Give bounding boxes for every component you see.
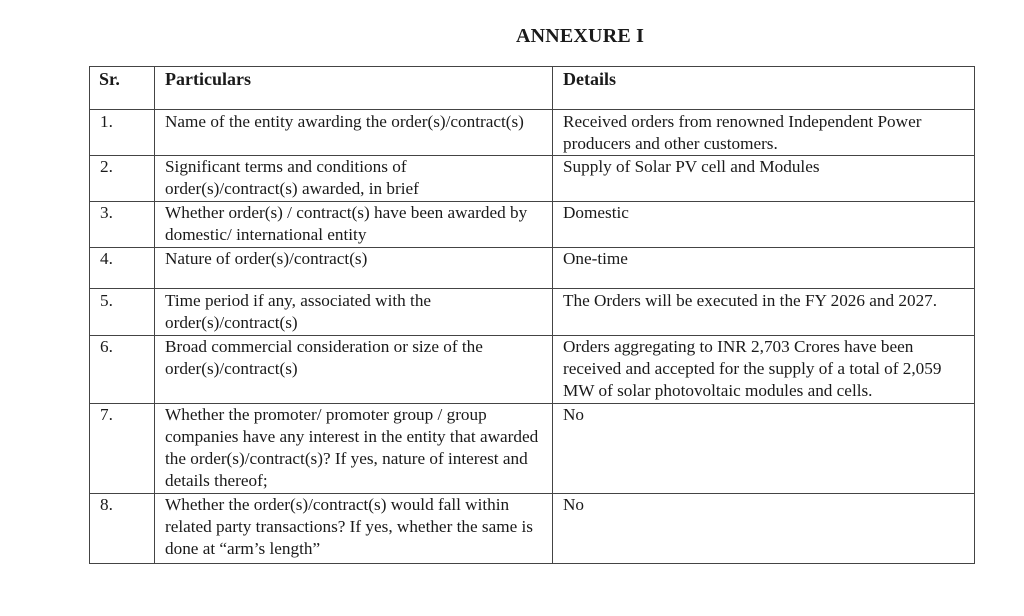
header-details: Details — [553, 67, 975, 110]
row-particulars: Whether the promoter/ promoter group / group companies have any interest in the entity that awarded the order(s)/contract(s)? If yes, nature of interest and details thereof; — [155, 404, 553, 494]
row-sr: 7. — [90, 404, 155, 494]
header-particulars: Particulars — [155, 67, 553, 110]
row-details: Received orders from renowned Independent Power producers and other customers. — [553, 110, 975, 156]
header-sr: Sr. — [90, 67, 155, 110]
table-row — [90, 336, 975, 404]
row-particulars: Name of the entity awarding the order(s)/contract(s) — [155, 110, 553, 156]
row-details: No — [553, 404, 975, 494]
row-details: Supply of Solar PV cell and Modules — [553, 156, 975, 202]
document-title: ANNEXURE I — [515, 25, 645, 47]
row-particulars: Broad commercial consideration or size of the order(s)/contract(s) — [155, 336, 553, 404]
table-row — [90, 404, 975, 494]
table-row — [90, 494, 975, 564]
table-header-row — [90, 67, 975, 110]
row-details: One-time — [553, 248, 975, 289]
row-particulars: Nature of order(s)/contract(s) — [155, 248, 553, 289]
row-particulars: Whether the order(s)/contract(s) would fall within related party transactions? If yes, whether the same is done at “arm’s length” — [155, 494, 553, 564]
row-details: Orders aggregating to INR 2,703 Crores have been received and accepted for the supply of a total of 2,059 MW of solar photovoltaic modules and cells. — [553, 336, 975, 404]
table-row — [90, 248, 975, 289]
table-row — [90, 156, 975, 202]
row-sr: 2. — [90, 156, 155, 202]
row-particulars: Significant terms and conditions of order(s)/contract(s) awarded, in brief — [155, 156, 553, 202]
row-details: The Orders will be executed in the FY 2026 and 2027. — [553, 289, 975, 336]
row-sr: 6. — [90, 336, 155, 404]
annexure-table — [89, 66, 975, 564]
row-sr: 3. — [90, 202, 155, 248]
row-sr: 4. — [90, 248, 155, 289]
row-details: No — [553, 494, 975, 564]
table-row — [90, 202, 975, 248]
row-particulars: Time period if any, associated with the order(s)/contract(s) — [155, 289, 553, 336]
table-row — [90, 289, 975, 336]
row-sr: 1. — [90, 110, 155, 156]
row-sr: 5. — [90, 289, 155, 336]
row-particulars: Whether order(s) / contract(s) have been awarded by domestic/ international entity — [155, 202, 553, 248]
table-row — [90, 110, 975, 156]
row-details: Domestic — [553, 202, 975, 248]
row-sr: 8. — [90, 494, 155, 564]
